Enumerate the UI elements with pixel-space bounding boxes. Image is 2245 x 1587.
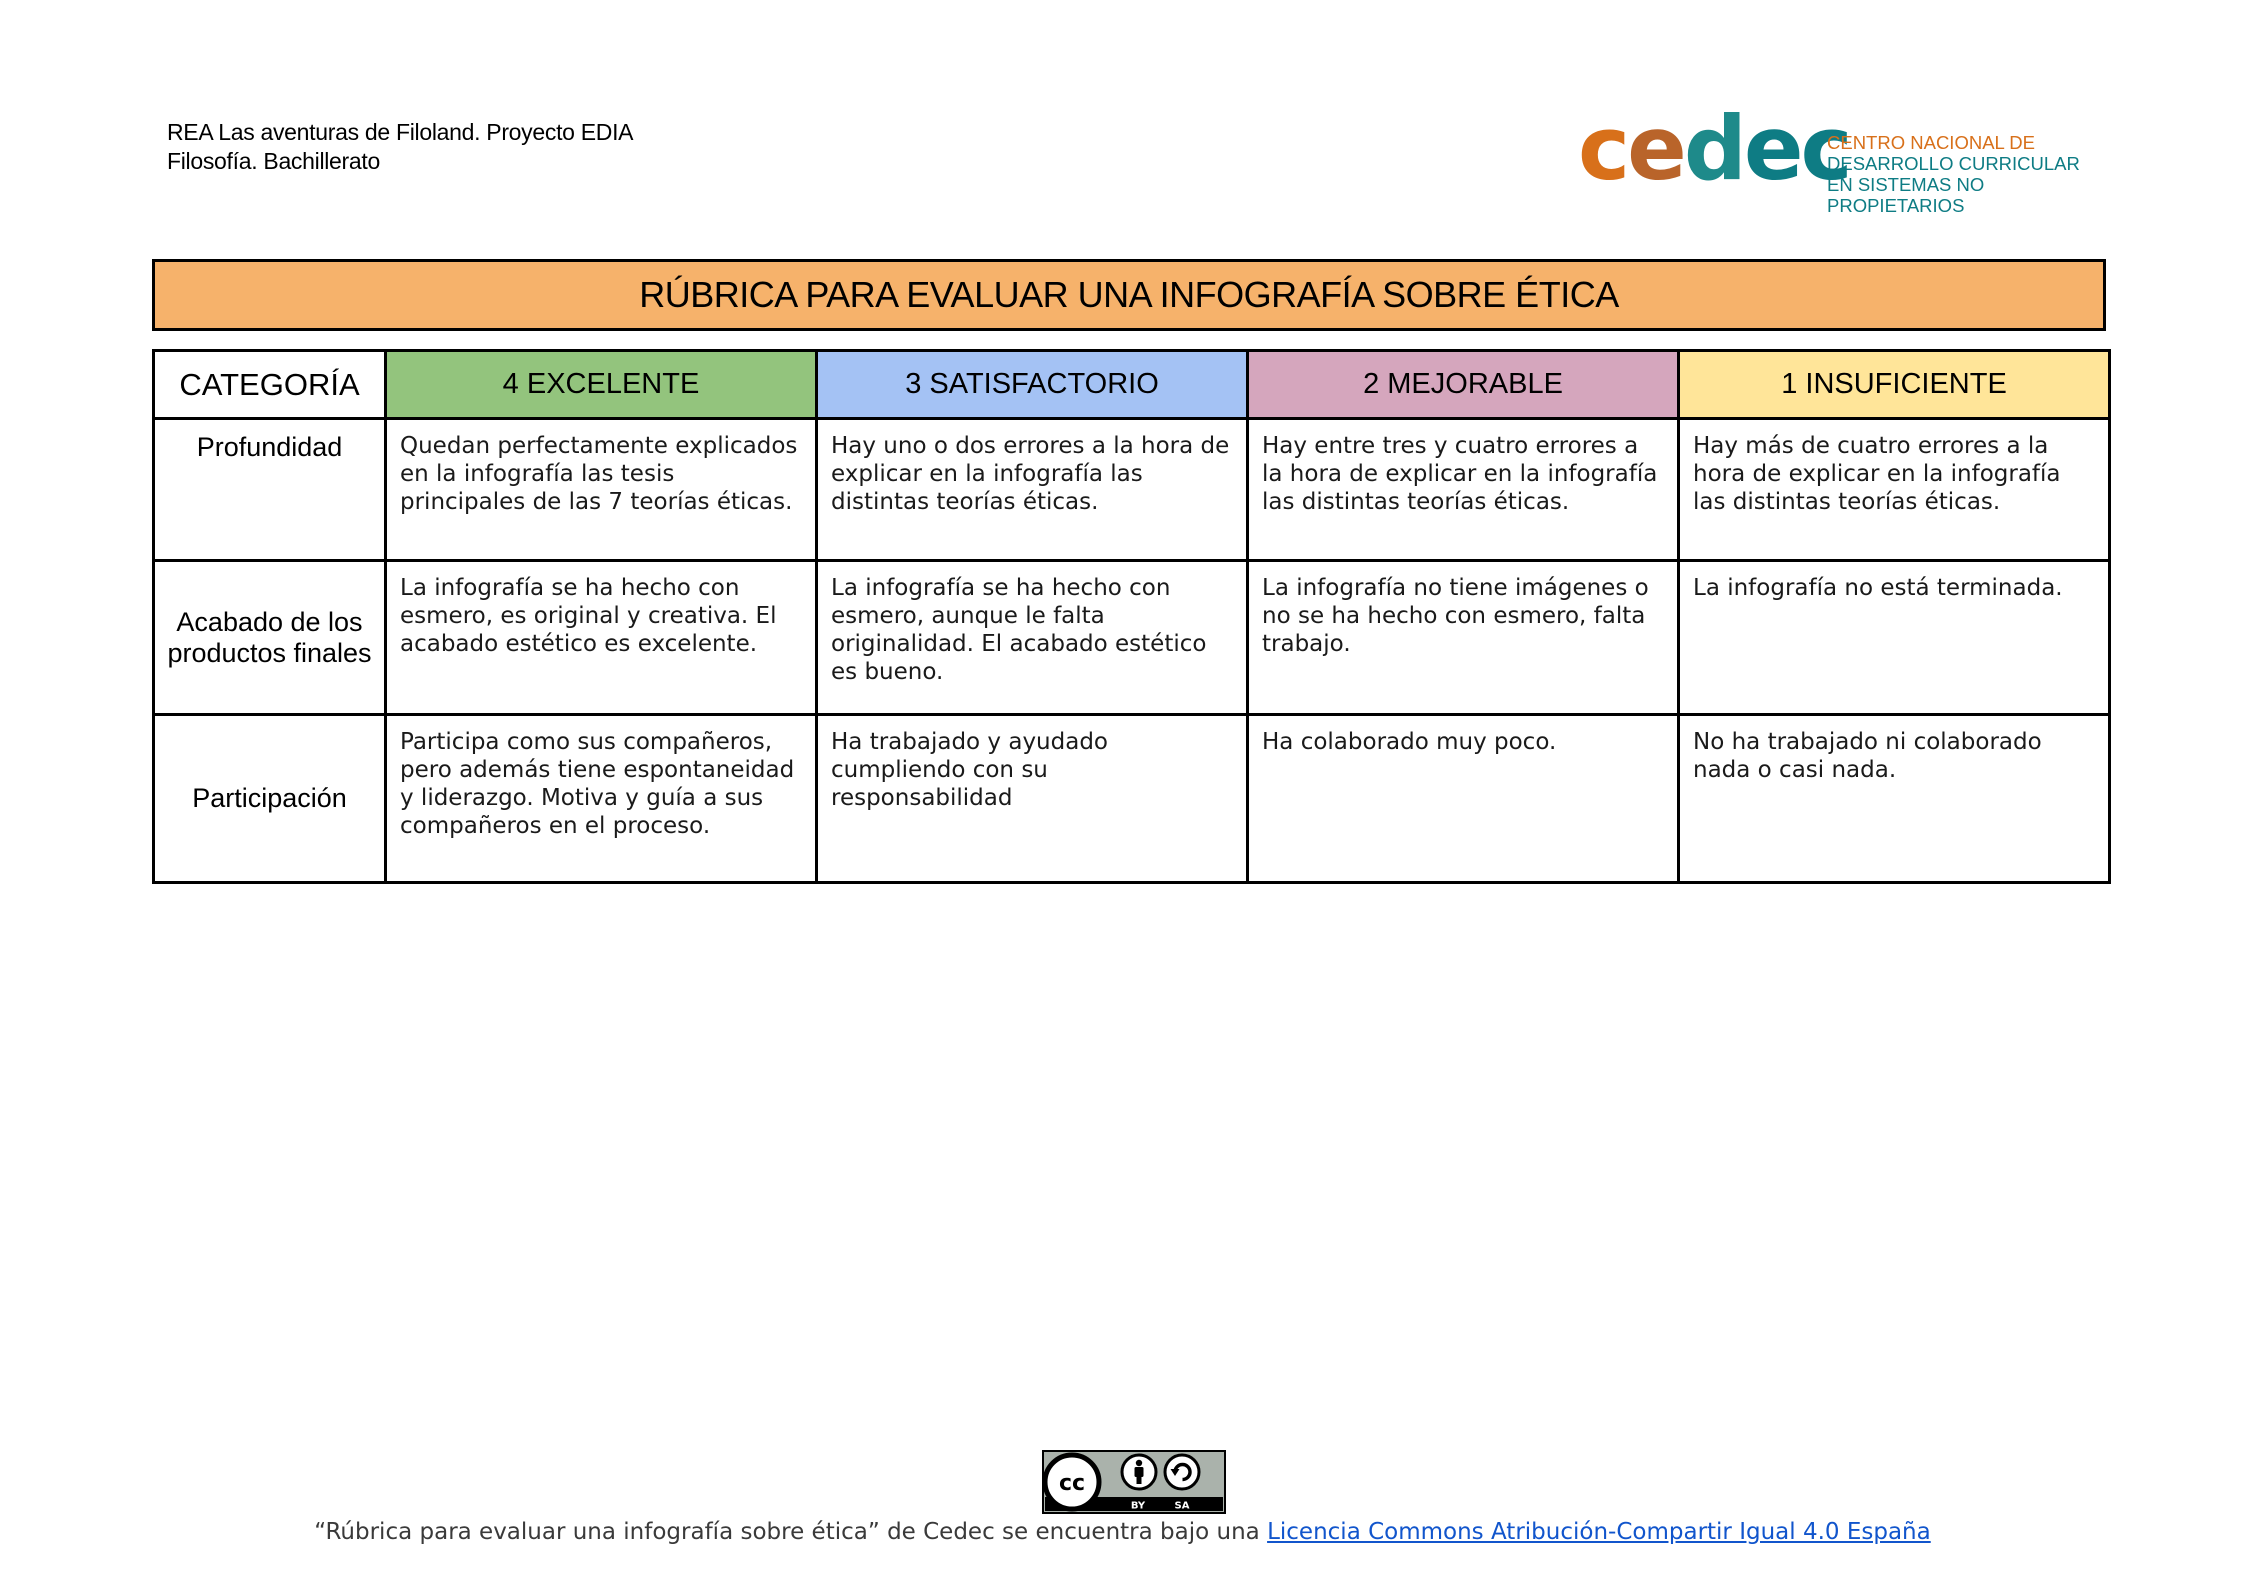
cedec-logo — [1578, 97, 2108, 216]
header-satisfactorio: 3 SATISFACTORIO — [817, 351, 1248, 419]
row-label-profundidad: Profundidad — [154, 419, 386, 561]
table-cell: Ha colaborado muy poco. — [1248, 715, 1679, 883]
cc-by-sa-badge[interactable] — [1042, 1450, 1226, 1514]
table-cell: Ha trabajado y ayudado cumpliendo con su responsabilidad — [817, 715, 1248, 883]
cedec-tagline: CENTRO NACIONAL DE DESARROLLO CURRICULAR EN SISTEMAS NO PROPIETARIOS — [1827, 132, 2080, 216]
header-row — [154, 351, 2110, 419]
header-mejorable: 2 MEJORABLE — [1248, 351, 1679, 419]
cedec-wordmark: cedec — [1578, 97, 1850, 200]
table-cell: Quedan perfectamente explicados en la infografía las tesis principales de las 7 teorías éticas. — [386, 419, 817, 561]
cc-icon — [1045, 1455, 1099, 1509]
row-label-acabado: Acabado de los productos finales — [154, 561, 386, 715]
table-cell: Hay uno o dos errores a la hora de explicar en la infografía las distintas teorías éticas. — [817, 419, 1248, 561]
badge-label-by: BY — [1130, 1500, 1146, 1512]
table-cell: La infografía no está terminada. — [1679, 561, 2110, 715]
table-row — [154, 715, 2110, 883]
table-cell: Participa como sus compañeros, pero además tiene espontaneidad y liderazgo. Motiva y guía a sus compañeros en el proceso. — [386, 715, 817, 883]
subject-label: Filosofía. Bachillerato — [167, 148, 380, 174]
table-row — [154, 561, 2110, 715]
table-cell: La infografía no tiene imágenes o no se ha hecho con esmero, falta trabajo. — [1248, 561, 1679, 715]
svg-text:cc: cc — [1058, 1471, 1086, 1496]
table-cell: La infografía se ha hecho con esmero, aunque le falta originalidad. El acabado estético es bueno. — [817, 561, 1248, 715]
header-insuficiente: 1 INSUFICIENTE — [1679, 351, 2110, 419]
table-cell: Hay entre tres y cuatro errores a la hora de explicar en la infografía las distintas teorías éticas. — [1248, 419, 1679, 561]
badge-label-sa: SA — [1174, 1500, 1190, 1512]
license-statement: “Rúbrica para evaluar una infografía sobre ética” de Cedec se encuentra bajo una — [314, 1519, 1268, 1545]
table-cell: No ha trabajado ni colaborado nada o casi nada. — [1679, 715, 2110, 883]
license-link[interactable]: Licencia Commons Atribución-Compartir Igual 4.0 España — [1267, 1519, 1931, 1545]
row-label-participacion: Participación — [154, 715, 386, 883]
table-cell: Hay más de cuatro errores a la hora de explicar en la infografía las distintas teorías éticas. — [1679, 419, 2110, 561]
header-categoria: CATEGORÍA — [154, 351, 386, 419]
table-row — [154, 419, 2110, 561]
table-cell: La infografía se ha hecho con esmero, es original y creativa. El acabado estético es excelente. — [386, 561, 817, 715]
rubric-table — [152, 349, 2111, 884]
rubric-title: RÚBRICA PARA EVALUAR UNA INFOGRAFÍA SOBRE ÉTICA — [152, 259, 2106, 331]
share-alike-icon — [1165, 1455, 1199, 1489]
attribution-icon — [1122, 1455, 1156, 1489]
header-excelente: 4 EXCELENTE — [386, 351, 817, 419]
document-header — [167, 118, 633, 176]
project-title: REA Las aventuras de Filoland. Proyecto EDIA — [167, 119, 634, 145]
license-footer — [0, 1519, 2245, 1545]
